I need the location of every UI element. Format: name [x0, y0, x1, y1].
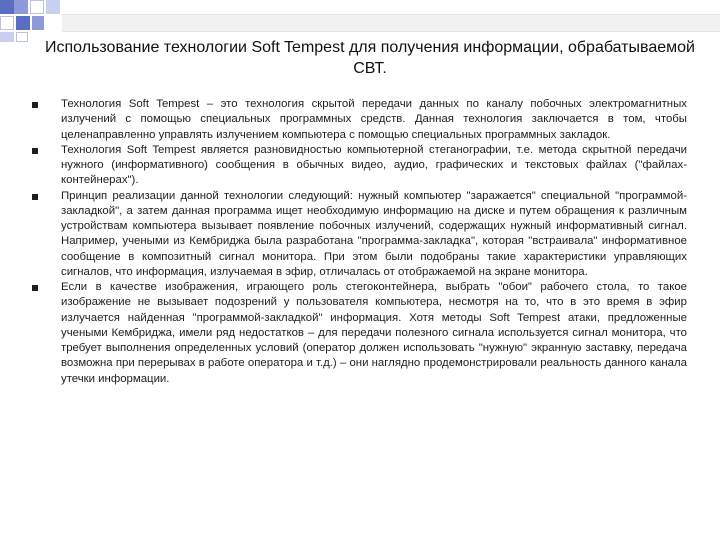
square-bullet-icon: [32, 148, 38, 154]
corner-decoration-block: [32, 16, 44, 30]
corner-decoration-block: [0, 16, 14, 30]
square-bullet-icon: [32, 194, 38, 200]
corner-decoration-block: [46, 0, 60, 14]
header-band: [62, 14, 720, 32]
list-item: [32, 280, 687, 387]
list-item: [32, 97, 687, 143]
list-item: [32, 189, 687, 281]
slide-title: Использование технологии Soft Tempest для получения информации, обрабатываемой СВТ.: [45, 39, 695, 77]
corner-decoration-block: [30, 0, 44, 14]
corner-decoration-block: [14, 0, 28, 14]
square-bullet-icon: [32, 285, 38, 291]
corner-decoration-block: [16, 16, 30, 30]
square-bullet-icon: [32, 102, 38, 108]
list-item-text: Принцип реализации данной технологии следующий: нужный компьютер "заражается" специальной "программой-закладкой", а затем данная программа ищет необходимую информацию на диске и путем обращения к различным устройствам компьютера вызывает появление побочных излучений, содержащих нужный информативный сигнал. Например, учеными из Кембриджа была разработана "программа-закладка", которая "встраивала" информативное сообщение в композитный сигнал монитора. При этом были подобраны такие характеристики управляющих сигналов, что информация, излучаемая в эфир, отличалась от отображаемой на экране монитора.: [61, 189, 687, 278]
corner-decoration-block: [0, 0, 14, 14]
list-item-text: Если в качестве изображения, играющего роль стегоконтейнера, выбрать "обои" рабочего стола, то такое изображение не вызывает подозрений у пользователя компьютера, несмотря на то, что в это время в эфир излучается найденная "программой-закладкой" информация. Хотя методы Soft Tempest атаки, предложенные учеными Кембриджа, имели ряд недостатков – для передачи полезного сигнала используется сигнал монитора, что требует выполнения определенных условий (оператор должен использовать "нужную" экранную заставку, передача возможна при перерывах в работе оператора и т.д.) – они наглядно продемонстрировали реальность данного канала утечки информации.: [61, 281, 687, 385]
list-item-text: Технология Soft Tempest – это технология скрытой передачи данных по каналу побочных электромагнитных излучений с помощью специальных программных средств. Данная технология заключается в том, чтобы целенаправленно управлять излучением компьютера с помощью специальных программных закладок.: [61, 98, 687, 141]
list-item: [32, 143, 687, 189]
list-item-text: Технология Soft Tempest является разновидностью компьютерной стеганографии, т.е. метода скрытной передачи нужного (информативного) сообщения в обычных видео, аудио, графических и текстовых файлах ("файлах-контейнерах").: [61, 143, 687, 187]
bullet-list: [32, 97, 687, 387]
corner-decoration-block: [16, 32, 28, 42]
corner-decoration-block: [0, 32, 14, 42]
